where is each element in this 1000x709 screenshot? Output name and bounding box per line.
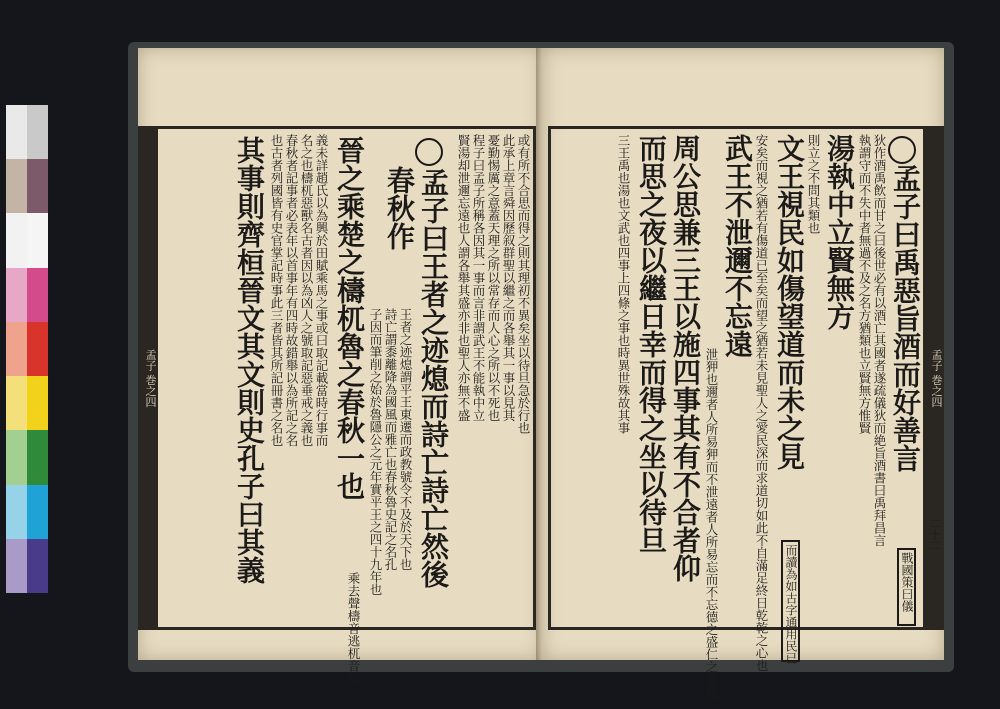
- color-swatch-row: [6, 322, 48, 376]
- color-calibration-strip: [6, 105, 48, 593]
- left-commentary-line-8: 子因而筆削之始於魯隱公之元年實平王之四十九年也: [368, 308, 383, 596]
- color-swatch: [27, 539, 48, 593]
- right-boxed-note: 而讀為如古字通用民已: [781, 540, 800, 662]
- left-main-line-2: 春秋作: [383, 166, 416, 250]
- color-swatch: [27, 268, 48, 322]
- left-commentary-line-6: 王者之迹熄謂平王東遷而政教號令不及於天下也: [398, 308, 413, 571]
- color-swatch: [6, 213, 27, 267]
- right-main-line-2: 湯執中立賢無方: [823, 134, 856, 330]
- right-commentary-line-3: 則立之不問其類也: [806, 134, 821, 234]
- color-swatch-row: [6, 376, 48, 430]
- color-swatch: [6, 322, 27, 376]
- color-swatch-row: [6, 539, 48, 593]
- right-boxed-note-top: 戰國策曰儀: [897, 548, 916, 626]
- right-main-line-6: 而思之夜以繼日幸而得之坐以待旦: [635, 134, 668, 554]
- color-swatch-row: [6, 268, 48, 322]
- right-commentary-line-5: 泄狎也邇者人所易狎而不泄遠者人所易忘而不忘德之盛仁之至也: [704, 348, 719, 698]
- left-main-line-1: 孟子曰王者之迹熄而詩亡詩亡然後: [417, 168, 450, 588]
- right-commentary-line-4: 安矣而視之猶若有傷道已至矣而望之猶若未見聖人之愛民深而求道切如此不自滿足終日乾乾之心也: [754, 134, 769, 672]
- left-commentary-line-7: 詩亡謂黍離降為國風而雅亡也春秋魯史記之名孔: [383, 308, 398, 571]
- right-commentary-line-6: 三王禹也湯也文武也四事上四條之事也時異世殊故其事: [616, 134, 631, 434]
- right-main-line-1: 孟子曰禹惡旨酒而好善言: [889, 164, 922, 472]
- color-swatch: [27, 105, 48, 159]
- left-main-line-4: 其事則齊桓晉文其文則史孔子曰其義: [233, 136, 266, 584]
- color-swatch: [6, 376, 27, 430]
- open-book: [128, 42, 954, 698]
- color-swatch: [27, 159, 48, 213]
- color-swatch: [27, 322, 48, 376]
- section-marker-circle: [888, 136, 916, 164]
- left-commentary-line-11: 春秋者記事者必表年以首事年有四時故錯舉以為所記之名: [284, 134, 299, 447]
- color-swatch: [6, 485, 27, 539]
- color-swatch: [6, 159, 27, 213]
- left-commentary-line-12: 也古者列國皆有史官掌記時事此三者皆其所記冊書之名也: [269, 134, 284, 447]
- color-swatch: [6, 539, 27, 593]
- color-swatch: [27, 485, 48, 539]
- section-marker-circle: [415, 138, 443, 166]
- left-commentary-line-1: 或有所不合思而得之則其理初不異矣坐以待旦急於行也: [516, 134, 531, 434]
- color-swatch: [6, 105, 27, 159]
- color-swatch-row: [6, 430, 48, 484]
- left-commentary-line-3: 憂勤惕厲之意蓋天理之所以常存而人心之所以不死也: [486, 134, 501, 422]
- left-page: [138, 48, 542, 685]
- color-swatch: [27, 430, 48, 484]
- color-swatch-row: [6, 213, 48, 267]
- color-swatch-row: [6, 105, 48, 159]
- left-inline-note: 乘去聲檮音逃杌音兀: [346, 572, 361, 685]
- color-swatch: [27, 213, 48, 267]
- right-main-line-5: 周公思兼三王以施四事其有不合者仰: [669, 134, 702, 582]
- right-main-line-4: 武王不泄邇不忘遠: [721, 134, 754, 358]
- page-number: 二十二: [928, 518, 941, 551]
- right-main-line-3: 文王視民如傷望道而未之見: [773, 134, 806, 470]
- left-commentary-line-9: 義未詳趙氏以為興於田賦乘馬之事或曰取記載當時行事而: [314, 134, 329, 447]
- left-page-header-strip: 孟子 巻之四: [138, 126, 158, 630]
- color-swatch-row: [6, 485, 48, 539]
- right-commentary-line-1: 狄作酒禹飲而甘之曰後世必有以酒亡其國者遂疏儀狄而絶旨酒書曰禹拜昌言: [872, 134, 887, 547]
- left-commentary-line-2: 此承上章言舜因歷叙群聖以繼之而各舉其一事以見其: [501, 134, 516, 422]
- right-commentary-line-2: 執謂守而不失中者無過不及之名方猶類也立賢無方惟賢: [857, 134, 872, 434]
- right-page: [542, 48, 944, 698]
- left-commentary-line-10: 名之也檮杌惡獸名古者因以為凶人之號取記惡垂戒之義也: [299, 134, 314, 447]
- color-swatch: [27, 376, 48, 430]
- left-commentary-line-5: 賢湯却泄邇忘遠也人謂各舉其盛亦非也聖人亦無不盛: [456, 134, 471, 422]
- color-swatch-row: [6, 159, 48, 213]
- right-page-header-strip: 孟子 巻之四: [924, 126, 944, 630]
- color-swatch: [6, 430, 27, 484]
- left-commentary-line-4: 程子曰孟子所稱各因其一事而言非謂武王不能執中立: [471, 134, 486, 422]
- left-main-line-3: 晉之乘楚之檮杌魯之春秋一也: [333, 136, 366, 500]
- color-swatch: [6, 268, 27, 322]
